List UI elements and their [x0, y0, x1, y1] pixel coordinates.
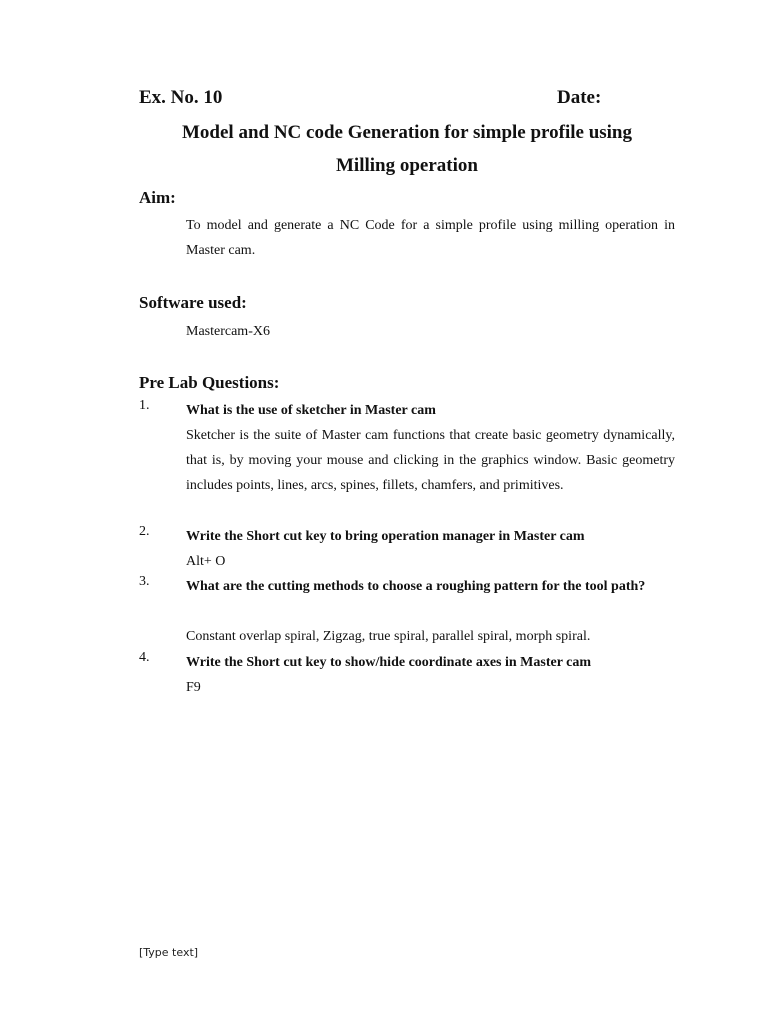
aim-heading: Aim: — [139, 188, 176, 207]
aim-text: To model and generate a NC Code for a simple profile using milling operation in Master cam. — [186, 218, 675, 258]
question-number: 3. — [139, 574, 150, 589]
question-text: What are the cutting methods to choose a roughing pattern for the tool path? — [186, 579, 646, 594]
exercise-number: Ex. No. 10 — [139, 87, 223, 108]
question-number: 2. — [139, 524, 150, 539]
answer-text: F9 — [186, 680, 201, 695]
prelab-heading: Pre Lab Questions: — [139, 373, 280, 392]
question-text: Write the Short cut key to show/hide coordinate axes in Master cam — [186, 655, 592, 670]
answer-text: Sketcher is the suite of Master cam functions that create basic geometry dynamically, that is, by moving your mouse and clicking in the graphics window. Basic geometry includes points, lines, arcs, spines, fillets, chamfers, and primitives. — [186, 428, 675, 493]
software-heading: Software used: — [139, 293, 247, 312]
document-title-line-1: Model and NC code Generation for simple profile using — [181, 122, 633, 143]
software-text: Mastercam-X6 — [186, 324, 270, 339]
answer-text: Constant overlap spiral, Zigzag, true spiral, parallel spiral, morph spiral. — [186, 629, 591, 644]
exercise-header — [139, 87, 609, 111]
question-text: What is the use of sketcher in Master cam — [186, 403, 436, 418]
question-number: 4. — [139, 650, 150, 665]
answer-text: Alt+ O — [186, 554, 226, 569]
question-number: 1. — [139, 398, 150, 413]
question-text: Write the Short cut key to bring operation manager in Master cam — [186, 529, 585, 544]
date-label: Date: — [557, 87, 602, 108]
document-title-line-2: Milling operation — [336, 155, 478, 176]
footer-placeholder-text: [Type text] — [139, 946, 199, 959]
